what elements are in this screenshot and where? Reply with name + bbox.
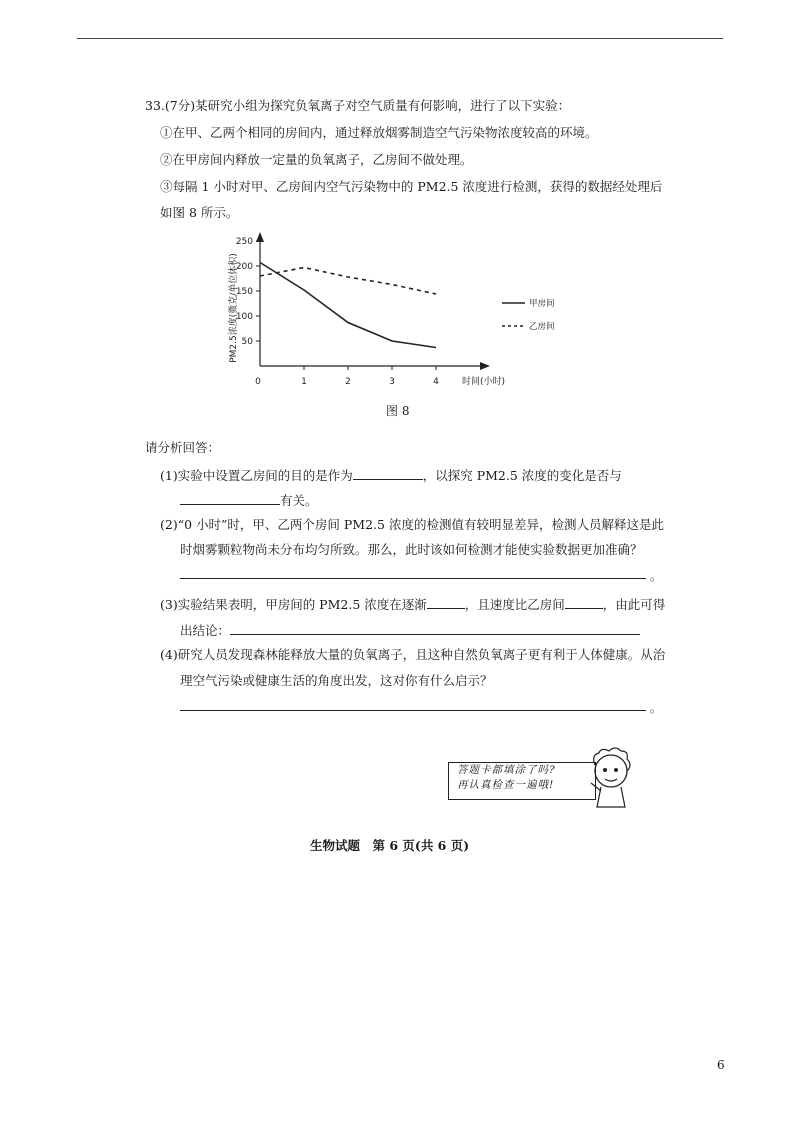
y-axis-label: PM2.5浓度(微克/单位体积) bbox=[229, 253, 239, 363]
q3-text-b: ，且速度比乙房间 bbox=[464, 597, 565, 612]
reminder-speech-box bbox=[448, 762, 596, 800]
reminder-line-1: 答题卡都填涂了吗? bbox=[457, 764, 556, 776]
page-footer: 生物试题 第 6 页(共 6 页) bbox=[310, 838, 470, 853]
y-tick-label-1: 100 bbox=[235, 312, 253, 322]
series-line-0 bbox=[260, 263, 436, 348]
q1-text-c: 有关。 bbox=[280, 493, 318, 508]
x-tick-label-1: 1 bbox=[301, 377, 307, 387]
x-axis-arrow bbox=[480, 362, 490, 370]
q1-text-b: ，以探究 PM2.5 浓度的变化是否与 bbox=[422, 468, 622, 483]
y-tick-label-4: 250 bbox=[235, 237, 253, 247]
q3-conclusion-label: 出结论： bbox=[180, 623, 231, 638]
step-2: ②在甲房间内释放一定量的负氧离子，乙房间不做处理。 bbox=[160, 152, 473, 167]
q4-answer-line[interactable] bbox=[180, 710, 646, 711]
q2-line1: (2)“0 小时”时，甲、乙两个房间 PM2.5 浓度的检测值有较明显差异，检测人员解释这是此 bbox=[160, 517, 664, 532]
step-3: ③每隔 1 小时对甲、乙房间内空气污染物中的 PM2.5 浓度进行检测，获得的数据经处理后 bbox=[160, 179, 663, 194]
question-header: 33.(7分)某研究小组为探究负氧离子对空气质量有何影响，进行了以下实验： bbox=[145, 98, 571, 113]
q4-line2: 理空气污染或健康生活的角度出发，这对你有什么启示？ bbox=[180, 673, 493, 688]
q1-blank-1[interactable] bbox=[353, 465, 423, 480]
q3-line2 bbox=[180, 620, 640, 640]
q1-line2 bbox=[180, 490, 318, 510]
q2-line2: 时烟雾颗粒物尚未分布均匀所致。那么，此时该如何检测才能使实验数据更加准确？ bbox=[180, 542, 643, 557]
x-axis-label: 时间(小时) bbox=[462, 377, 506, 387]
mascot-cartoon-icon bbox=[585, 745, 635, 815]
x-tick-label-3: 3 bbox=[389, 377, 395, 387]
q2-answer-line[interactable] bbox=[180, 578, 646, 579]
q4-line1: (4)研究人员发现森林能释放大量的负氧离子，且这种自然负氧离子更有利于人体健康。从治 bbox=[160, 647, 666, 662]
legend-label-jia: 甲房间 bbox=[529, 299, 555, 309]
y-tick-label-3: 200 bbox=[235, 262, 253, 272]
q2-end-mark: 。 bbox=[650, 569, 663, 583]
q3-blank-1[interactable] bbox=[427, 594, 465, 609]
q1-blank-2[interactable] bbox=[180, 490, 280, 505]
y-tick-label-0: 50 bbox=[241, 337, 253, 347]
q3-line1 bbox=[160, 594, 665, 614]
figure-caption: 图 8 bbox=[386, 404, 410, 418]
reminder-line-2: 再认真检查一遍哦! bbox=[457, 779, 555, 791]
q3-blank-3[interactable] bbox=[230, 620, 640, 635]
x-tick-label-4: 4 bbox=[433, 377, 439, 387]
q3-blank-2[interactable] bbox=[565, 594, 603, 609]
q1-text-a: (1)实验中设置乙房间的目的是作为 bbox=[160, 468, 353, 483]
q3-text-a: (3)实验结果表明，甲房间的 PM2.5 浓度在逐渐 bbox=[160, 597, 427, 612]
q4-end-mark: 。 bbox=[650, 701, 663, 715]
legend-label-yi: 乙房间 bbox=[529, 322, 555, 332]
x-tick-label-0: 0 bbox=[255, 377, 261, 387]
series-line-1 bbox=[260, 268, 436, 295]
y-tick-label-2: 150 bbox=[235, 287, 253, 297]
step-3-cont: 如图 8 所示。 bbox=[160, 205, 239, 220]
analysis-prompt: 请分析回答： bbox=[145, 440, 221, 455]
top-rule bbox=[77, 38, 723, 39]
x-tick-label-2: 2 bbox=[345, 377, 351, 387]
q3-text-c: ，由此可得 bbox=[602, 597, 666, 612]
step-1: ①在甲、乙两个相同的房间内，通过释放烟雾制造空气污染物浓度较高的环境。 bbox=[160, 125, 598, 140]
page-number: 6 bbox=[717, 1058, 725, 1072]
pm25-line-chart bbox=[220, 228, 555, 398]
q1-line1 bbox=[160, 465, 622, 485]
